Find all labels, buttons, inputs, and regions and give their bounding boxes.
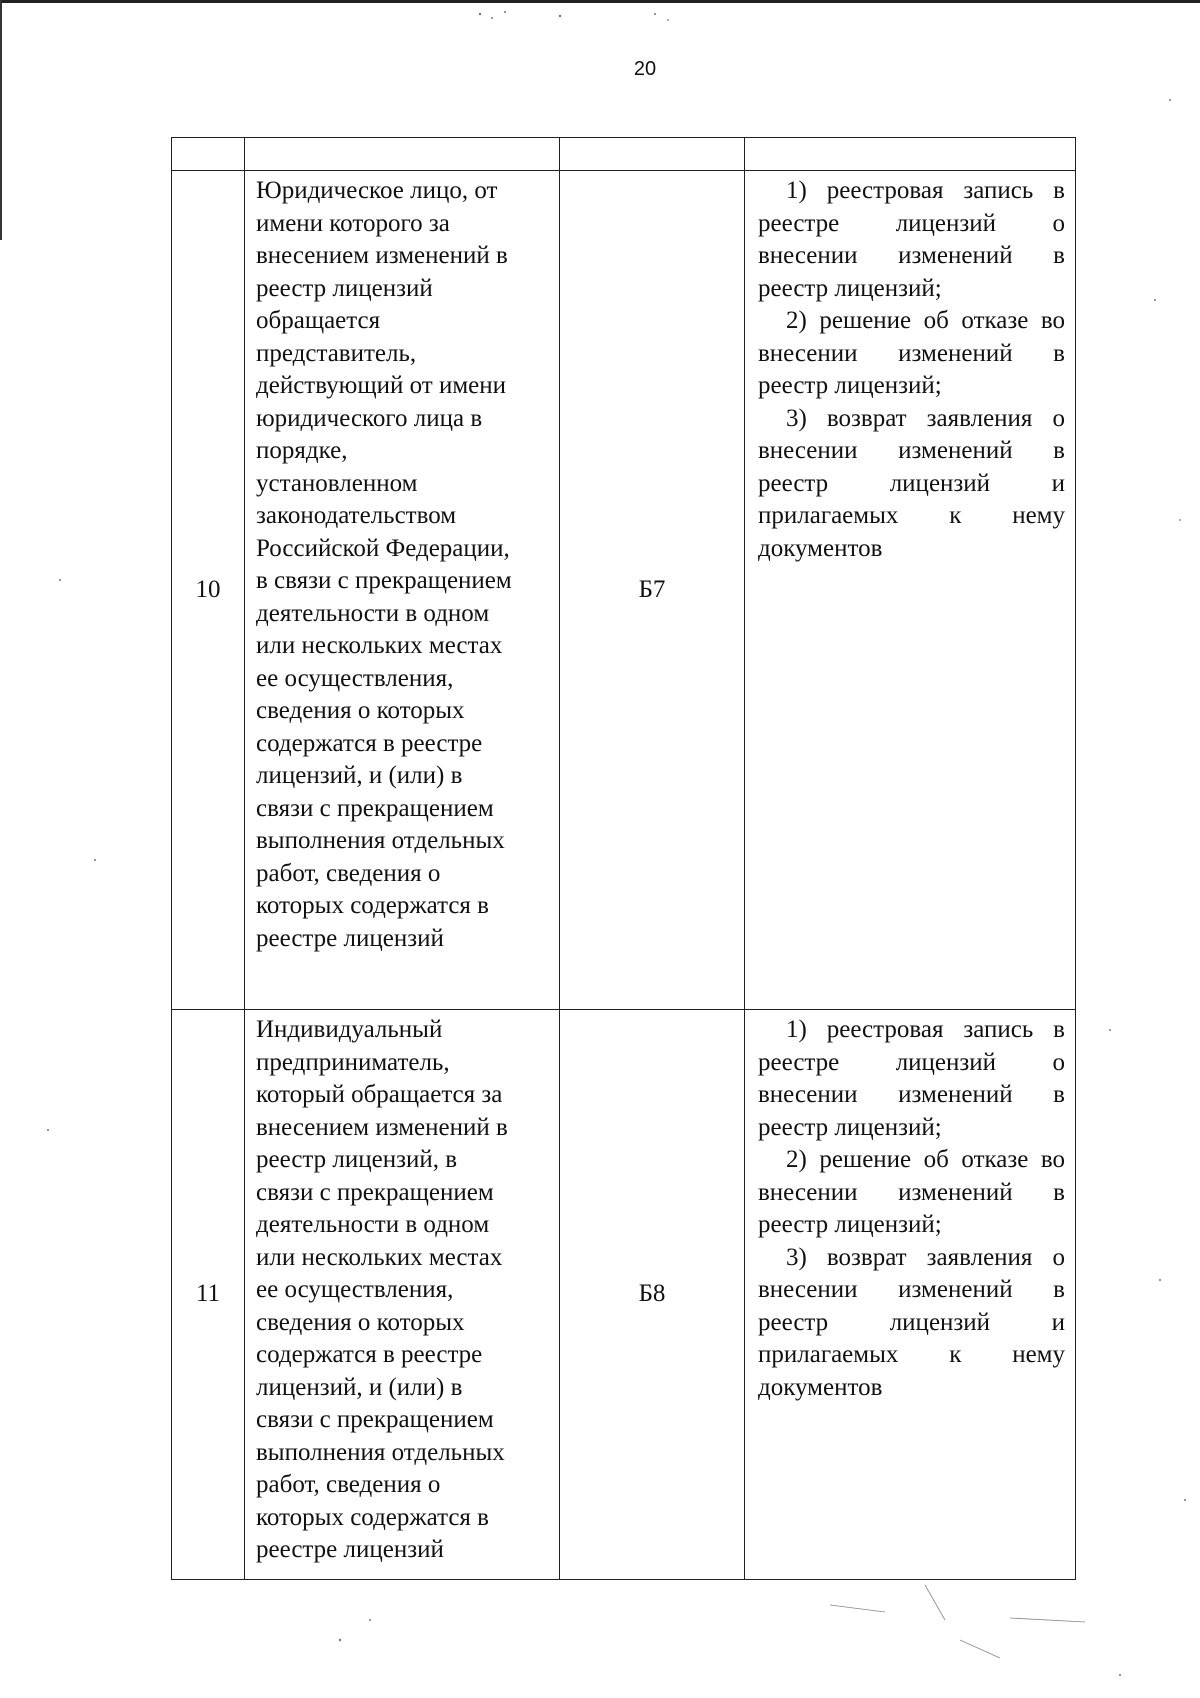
scan-edge-top xyxy=(0,0,1200,3)
header-cell xyxy=(245,138,560,171)
result-item: 3) возврат заявления о внесении изменений в реестр лицензий и прилагаемых к нему документов xyxy=(758,404,1065,562)
row-number: 11 xyxy=(172,1010,245,1580)
header-cell xyxy=(745,138,1076,171)
table-header-row xyxy=(172,138,1076,171)
header-cell xyxy=(560,138,745,171)
table-row xyxy=(172,1010,1076,1580)
applicant-code: Б8 xyxy=(560,1010,745,1580)
result-list xyxy=(745,171,1076,1010)
license-table xyxy=(171,137,1076,1580)
applicant-description: Индивидуальный предприниматель, который обращается за внесением изменений в реестр лицензий, в связи с прекращением деятельности в одном или нескольких местах ее осуществления, сведения о которых содержатся в реестре лицензий, и (или) в связи с прекращением выполнения отдельных работ, сведения о которых содержатся в реестре лицензий xyxy=(245,1010,560,1580)
result-item: 3) возврат заявления о внесении изменений в реестр лицензий и прилагаемых к нему документов xyxy=(758,1243,1065,1401)
row-number: 10 xyxy=(172,171,245,1010)
header-cell xyxy=(172,138,245,171)
applicant-description: Юридическое лицо, от имени которого за внесением изменений в реестр лицензий обращается представитель, действующий от имени юридического лица в порядке, установленном законодательством Российской Федерации, в связи с прекращением деятельности в одном или нескольких местах ее осуществления, сведения о которых содержатся в реестре лицензий, и (или) в связи с прекращением выполнения отдельных работ, сведения о которых содержатся в реестре лицензий xyxy=(245,171,560,1010)
result-list xyxy=(745,1010,1076,1580)
applicant-code: Б7 xyxy=(560,171,745,1010)
result-item: 1) реестровая запись в реестре лицензий о внесении изменений в реестр лицензий; xyxy=(758,1016,1065,1141)
table-row xyxy=(172,171,1076,1010)
scan-edge-left xyxy=(0,0,2,240)
result-item: 2) решение об отказе во внесении изменений в реестр лицензий; xyxy=(758,1146,1065,1238)
page-number: 20 xyxy=(633,58,657,80)
result-item: 2) решение об отказе во внесении изменений в реестр лицензий; xyxy=(758,307,1065,399)
result-item: 1) реестровая запись в реестре лицензий о внесении изменений в реестр лицензий; xyxy=(758,177,1065,302)
